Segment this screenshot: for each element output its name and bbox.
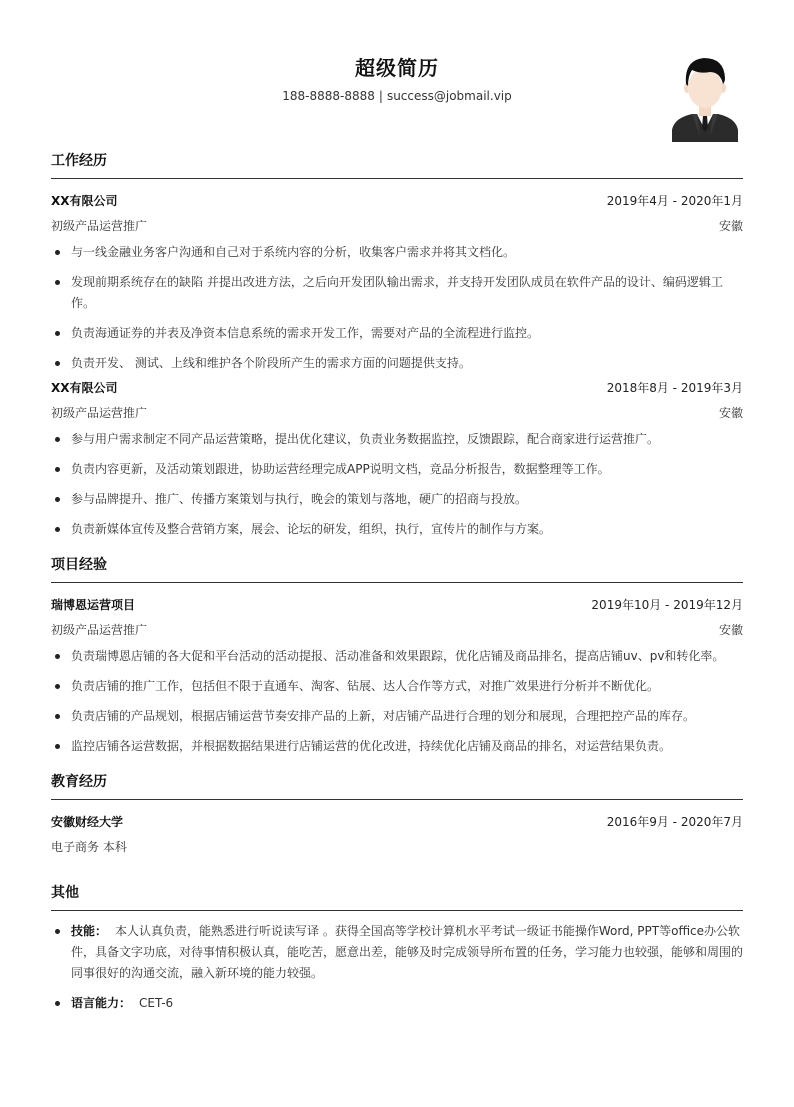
project-date: 2019年10月 - 2019年12月 bbox=[591, 598, 743, 612]
bullet-dot-icon bbox=[55, 684, 60, 689]
list-item-text: 发现前期系统存在的缺陷 并提出改进方法，之后向开发团队输出需求，并支持开发团队成员在软件产品的设计、编码逻辑工作。 bbox=[71, 275, 723, 310]
project-entry bbox=[51, 593, 743, 757]
list-item bbox=[51, 353, 743, 374]
email-address: success@jobmail.vip bbox=[386, 89, 512, 103]
project-bullets bbox=[51, 646, 743, 757]
education-date: 2016年9月 - 2020年7月 bbox=[606, 815, 743, 829]
language-label: 语言能力： bbox=[71, 996, 132, 1010]
school-name: 安徽财经大学 bbox=[51, 815, 124, 829]
bullet-dot-icon bbox=[55, 361, 60, 366]
education-section bbox=[51, 771, 743, 860]
list-item-text: 参与品牌提升、推广、传播方案策划与执行，晚会的策划与落地，硬广的招商与投放。 bbox=[71, 492, 528, 506]
contact-separator: | bbox=[378, 89, 383, 103]
major-degree: 电子商务 本科 bbox=[51, 840, 127, 854]
work-section bbox=[51, 150, 743, 540]
list-item bbox=[51, 676, 743, 697]
bullet-dot-icon bbox=[55, 654, 60, 659]
bullet-dot-icon bbox=[55, 714, 60, 719]
project-location: 安徽 bbox=[718, 623, 743, 637]
job-location: 安徽 bbox=[718, 219, 743, 233]
list-item bbox=[51, 921, 743, 984]
other-section bbox=[51, 882, 743, 1014]
job-role: 初级产品运营推广 bbox=[51, 406, 148, 420]
project-section-title: 项目经验 bbox=[51, 554, 743, 583]
list-item-text: 负责内容更新，及活动策划跟进，协助运营经理完成APP说明文档，竞品分析报告，数据整理等工作。 bbox=[71, 462, 610, 476]
project-entry-header bbox=[51, 593, 743, 618]
bullet-dot-icon bbox=[55, 744, 60, 749]
bullet-dot-icon bbox=[55, 437, 60, 442]
work-section-title: 工作经历 bbox=[51, 150, 743, 179]
list-item-text: 负责店铺的产品规划，根据店铺运营节奏安排产品的上新，对店铺产品进行合理的划分和展现，合理把控产品的库存。 bbox=[71, 709, 696, 723]
education-entry-subheader bbox=[51, 835, 743, 860]
work-entry-subheader bbox=[51, 401, 743, 426]
list-item-text: 与一线金融业务客户沟通和自己对于系统内容的分析，收集客户需求并将其文档化。 bbox=[71, 245, 516, 259]
project-section bbox=[51, 554, 743, 757]
work-entry bbox=[51, 376, 743, 540]
person-avatar-icon bbox=[670, 52, 740, 142]
bullet-dot-icon bbox=[55, 331, 60, 336]
language-text: CET-6 bbox=[139, 996, 174, 1010]
skills-label: 技能： bbox=[71, 924, 108, 938]
education-entry-header bbox=[51, 810, 743, 835]
job-role: 初级产品运营推广 bbox=[51, 219, 148, 233]
resume-header bbox=[51, 0, 743, 150]
work-bullets bbox=[51, 429, 743, 540]
list-item bbox=[51, 519, 743, 540]
list-item bbox=[51, 323, 743, 344]
list-item-text: 监控店铺各运营数据，并根据数据结果进行店铺运营的优化改进，持续优化店铺及商品的排名，对运营结果负责。 bbox=[71, 739, 672, 753]
bullet-dot-icon bbox=[55, 929, 60, 934]
candidate-name: 超级简历 bbox=[355, 56, 439, 80]
job-location: 安徽 bbox=[718, 406, 743, 420]
work-entry bbox=[51, 189, 743, 374]
bullet-dot-icon bbox=[55, 250, 60, 255]
work-date: 2019年4月 - 2020年1月 bbox=[606, 194, 743, 208]
company-name: XX有限公司 bbox=[51, 381, 118, 395]
list-item-text: 负责瑞博恩店铺的各大促和平台活动的活动提报、活动准备和效果跟踪，优化店铺及商品排名，提高店铺uv、pv和转化率。 bbox=[71, 649, 725, 663]
skills-text: 本人认真负责，能熟悉进行听说读写译 。获得全国高等学校计算机水平考试一级证书能操作Word, PPT等office办公软件，具备文字功底，对待事情积极认真，能吃苦，愿意出差，能够及时完成领导所布置的任务，学习能力也较强，能够和周围的同事很好的沟通交流，融入新环境的能力较强。 bbox=[71, 924, 744, 980]
work-bullets bbox=[51, 242, 743, 374]
list-item-text: 参与用户需求制定不同产品运营策略，提出优化建议，负责业务数据监控，反馈跟踪，配合商家进行运营推广。 bbox=[71, 432, 660, 446]
list-item bbox=[51, 646, 743, 667]
bullet-dot-icon bbox=[55, 467, 60, 472]
list-item bbox=[51, 272, 743, 314]
list-item bbox=[51, 242, 743, 263]
list-item-text: 负责海通证券的并表及净资本信息系统的需求开发工作，需要对产品的全流程进行监控。 bbox=[71, 326, 540, 340]
bullet-dot-icon bbox=[55, 527, 60, 532]
list-item bbox=[51, 706, 743, 727]
list-item bbox=[51, 429, 743, 450]
project-entry-subheader bbox=[51, 618, 743, 643]
company-name: XX有限公司 bbox=[51, 194, 118, 208]
list-item bbox=[51, 489, 743, 510]
work-entry-subheader bbox=[51, 214, 743, 239]
bullet-dot-icon bbox=[55, 1001, 60, 1006]
list-item bbox=[51, 736, 743, 757]
list-item-text: 负责开发、 测试、上线和维护各个阶段所产生的需求方面的问题提供支持。 bbox=[71, 356, 471, 370]
bullet-dot-icon bbox=[55, 280, 60, 285]
work-entry-header bbox=[51, 189, 743, 214]
education-section-title: 教育经历 bbox=[51, 771, 743, 800]
other-section-title: 其他 bbox=[51, 882, 743, 911]
contact-line bbox=[51, 89, 743, 103]
work-date: 2018年8月 - 2019年3月 bbox=[606, 381, 743, 395]
list-item bbox=[51, 459, 743, 480]
bullet-dot-icon bbox=[55, 497, 60, 502]
project-name: 瑞博恩运营项目 bbox=[51, 598, 136, 612]
list-item-text: 负责店铺的推广工作，包括但不限于直通车、淘客、钻展、达人合作等方式，对推广效果进行分析并不断优化。 bbox=[71, 679, 660, 693]
list-item-text: 负责新媒体宣传及整合营销方案，展会、论坛的研发，组织，执行，宣传片的制作与方案。 bbox=[71, 522, 552, 536]
list-item bbox=[51, 993, 743, 1014]
phone-number: 188-8888-8888 bbox=[282, 89, 375, 103]
work-entry-header bbox=[51, 376, 743, 401]
project-role: 初级产品运营推广 bbox=[51, 623, 148, 637]
other-bullets bbox=[51, 921, 743, 1014]
